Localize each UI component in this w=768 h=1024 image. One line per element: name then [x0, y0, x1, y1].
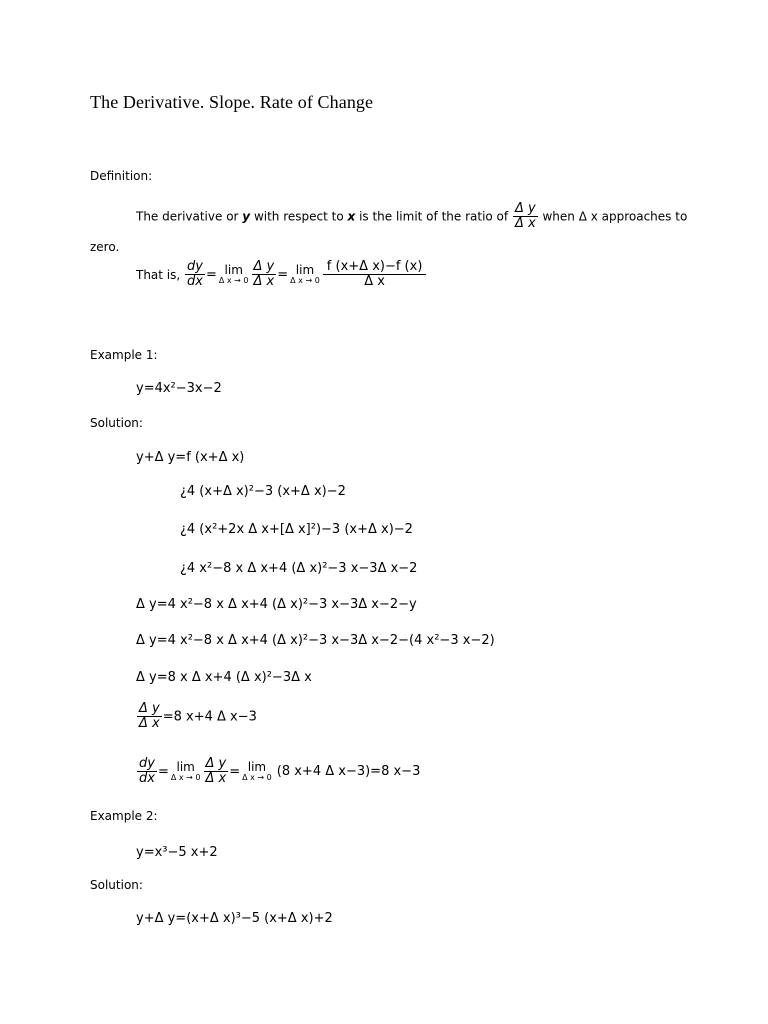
example2-label: Example 2: — [90, 809, 158, 823]
lim-word: lim — [247, 760, 267, 775]
definition-sentence — [136, 202, 687, 232]
delta-y-numerator: Δ y — [139, 701, 160, 716]
definition-label: Definition: — [90, 169, 153, 183]
lim-word: lim — [295, 263, 315, 278]
definition-y-var: y — [242, 209, 251, 224]
solution-step: Δ y=4 x²−8 x Δ x+4 (Δ x)²−3 x−3Δ x−2−y — [136, 597, 417, 612]
that-is-text: That is, — [136, 267, 185, 282]
limit-operator — [242, 761, 272, 782]
solution-step: y+Δ y=f (x+Δ x) — [136, 450, 245, 465]
limit-operator — [219, 264, 249, 285]
difference-quotient-denominator: Δ x — [364, 274, 385, 290]
definition-text-c: is the limit of the ratio of — [355, 209, 512, 224]
dx-denominator: dx — [139, 771, 155, 787]
solution-step: ¿4 (x+Δ x)²−3 (x+Δ x)−2 — [180, 484, 346, 499]
lim-word: lim — [176, 760, 195, 775]
definition-x-var: x — [347, 209, 356, 224]
solution-step: ¿4 x²−8 x Δ x+4 (Δ x)²−3 x−3Δ x−2 — [180, 561, 418, 576]
definition-text-e: zero. — [90, 240, 120, 254]
equals-sign: = — [157, 764, 169, 780]
solution-step: Δ y=4 x²−8 x Δ x+4 (Δ x)²−3 x−3Δ x−2−(4 x²−3 x−2) — [136, 633, 495, 648]
final-derivative-step — [136, 757, 420, 787]
ratio-fraction — [513, 202, 538, 232]
dy-numerator: dy — [187, 259, 203, 274]
example1-function: y=4x²−3x−2 — [136, 381, 222, 396]
ratio-numerator: Δ y — [514, 201, 536, 216]
lim-subscript: Δ x → 0 — [290, 275, 320, 285]
equals-sign: = — [205, 267, 217, 283]
derivative-definition-formula — [136, 260, 427, 290]
delta-x-denominator: Δ x — [205, 771, 227, 787]
equals-sign: = — [229, 764, 241, 780]
delta-ratio-fraction — [252, 260, 277, 290]
delta-ratio-fraction — [137, 702, 162, 732]
limit-operator — [290, 264, 320, 285]
lim-word: lim — [224, 263, 243, 278]
page-title: The Derivative. Slope. Rate of Change — [90, 92, 374, 112]
delta-x-denominator: Δ x — [139, 716, 160, 732]
delta-x-denominator: Δ x — [253, 274, 275, 290]
solution-step: ¿4 (x²+2x Δ x+[Δ x]²)−3 (x+Δ x)−2 — [180, 522, 413, 537]
definition-text-a: The derivative or — [136, 209, 243, 224]
example2-solution-label: Solution: — [90, 878, 143, 892]
definition-text-b: with respect to — [250, 209, 348, 224]
example2-function: y=x³−5 x+2 — [136, 845, 218, 860]
equals-sign: = — [277, 267, 289, 283]
ratio-denominator: Δ x — [514, 216, 536, 232]
lim-subscript: Δ x → 0 — [218, 275, 249, 285]
delta-ratio-step — [136, 702, 257, 732]
solution-step: Δ y=8 x Δ x+4 (Δ x)²−3Δ x — [136, 670, 312, 685]
delta-y-numerator: Δ y — [253, 259, 275, 274]
delta-ratio-fraction — [204, 757, 229, 787]
limit-operator — [171, 761, 201, 782]
difference-quotient-numerator: f (x+Δ x)−f (x) — [323, 260, 427, 275]
ratio-result: =8 x+4 Δ x−3 — [162, 709, 257, 725]
final-result: (8 x+4 Δ x−3)=8 x−3 — [276, 764, 421, 780]
dx-denominator: dx — [187, 274, 203, 290]
dy-dx-fraction — [185, 260, 205, 290]
lim-subscript: Δ x → 0 — [170, 772, 201, 782]
difference-quotient-fraction — [323, 260, 427, 290]
dy-numerator: dy — [139, 756, 155, 771]
example2-solution-step: y+Δ y=(x+Δ x)³−5 (x+Δ x)+2 — [136, 911, 333, 926]
delta-y-numerator: Δ y — [205, 756, 227, 771]
lim-subscript: Δ x → 0 — [242, 772, 272, 782]
definition-text-d: when Δ x approaches to — [538, 209, 688, 224]
dy-dx-fraction — [137, 757, 157, 787]
example1-solution-label: Solution: — [90, 416, 143, 430]
example1-label: Example 1: — [90, 348, 158, 362]
